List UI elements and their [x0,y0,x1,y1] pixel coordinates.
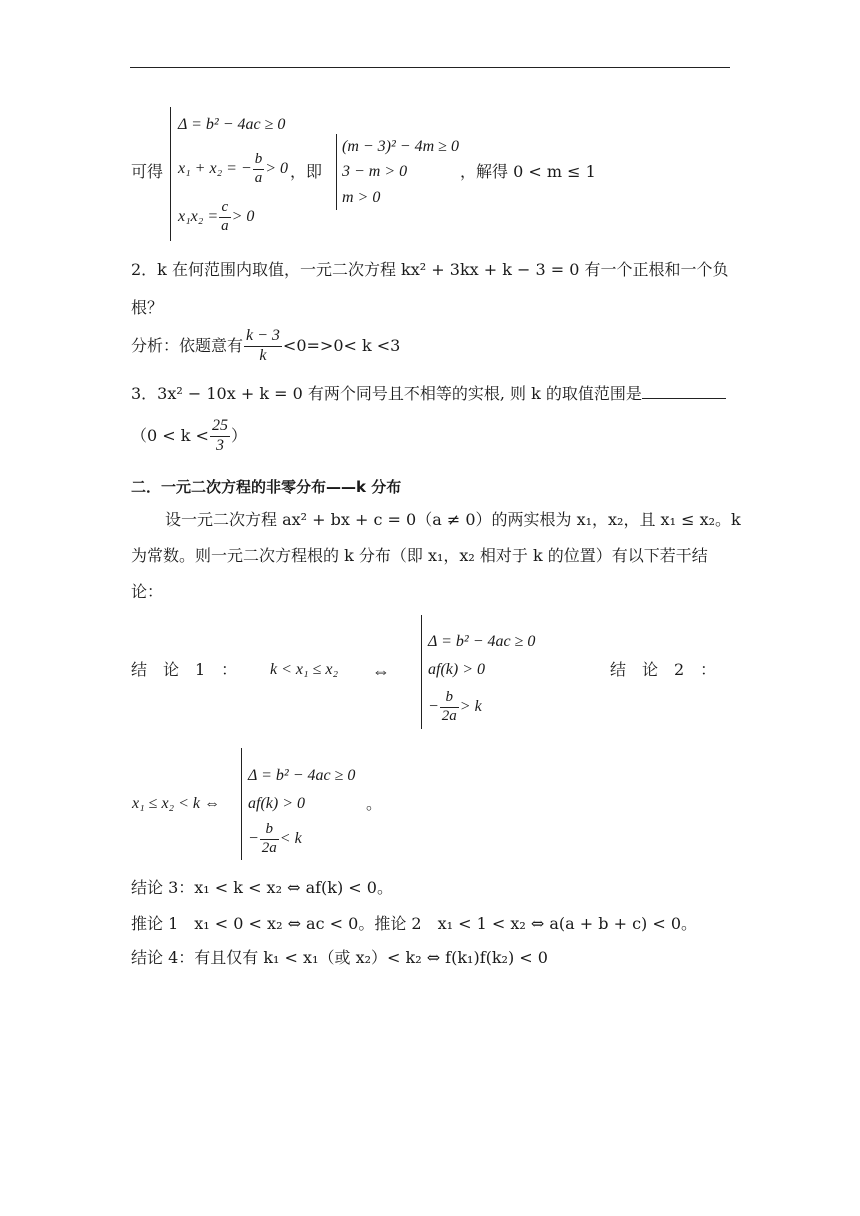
problem-2-line1: 2．k 在何范围内取值，一元二次方程 kx² + 3kx + k − 3 = 0 有一个正根和一个负 [131,260,729,279]
section-2-para-line1: 设一元二次方程 ax² + bx + c = 0（a ≠ 0）的两实根为 x₁，x₂，且 x₁ ≤ x₂。k [165,510,741,529]
conclusion-1-line1: Δ = b² − 4ac ≥ 0 [428,633,536,650]
text-prefix-kede: 可得 [131,162,164,181]
answer-blank [642,386,726,399]
conclusion-1-iff: ⇔ [372,661,390,681]
problem-3-answer: （0 < k < $\frac{25}{3}$ ） [131,417,247,454]
sys1-line3: x₁x₂ = $\frac{c}{a}$ > 0 [178,199,255,234]
text-jiji: ，即 [290,162,323,181]
conclusion-2-line1: Δ = b² − 4ac ≥ 0 [248,767,356,784]
sys1-line2: x₁ + x₂ = − $\frac{b}{a}$ > 0 [178,151,289,186]
problem-2-analysis: 分析：依题意有 $\frac{k - 3}{k}$ <0=>0< k <3 [131,327,401,364]
brace-system-1 [170,107,178,241]
section-2-heading: 二．一元二次方程的非零分布——k 分布 [131,478,402,496]
section-2-para-line3: 论： [131,582,164,601]
conclusion-2-line2: af(k) > 0 [248,795,305,812]
conclusion-4: 结论 4：有且仅有 k₁ < x₁（或 x₂）< k₂ ⇔ f(k₁)f(k₂) < 0 [131,948,548,967]
conclusion-1-label: 结 论 1 ： [131,660,238,679]
header-rule [130,67,730,68]
section-2-para-line2: 为常数。则一元二次方程根的 k 分布（即 x₁，x₂ 相对于 k 的位置）有以下若干结 [131,546,708,565]
problem-2-line2: 根？ [131,298,164,317]
conclusion-2-label: 结 论 2 ： [610,660,717,679]
sys2-line3: m > 0 [342,189,381,206]
inferences: 推论 1 x₁ < 0 < x₂ ⇔ ac < 0。推论 2 x₁ < 1 < x₂ ⇔ a(a + b + c) < 0。 [131,914,698,933]
conclusion-2-end: 。 [366,794,383,813]
conclusion-3: 结论 3：x₁ < k < x₂ ⇔ af(k) < 0。 [131,878,393,897]
text-solution: ，解得 0 < m ≤ 1 [460,162,596,181]
sys2-line2: 3 − m > 0 [342,163,408,180]
conclusion-1-condition: k < x₁ ≤ x₂ [270,661,339,678]
conclusion-2-line3: − $\frac{b}{2a}$ < k [248,821,302,856]
problem-3-line1: 3．3x² − 10x + k = 0 有两个同号且不相等的实根, 则 k 的取值范围是 [131,386,726,402]
conclusion-1-line2: af(k) > 0 [428,661,485,678]
sys1-line1: Δ = b² − 4ac ≥ 0 [178,116,286,133]
conclusion-2-condition: x₁ ≤ x₂ < k ⇔ [132,795,221,812]
sys2-line1: (m − 3)² − 4m ≥ 0 [342,138,459,155]
conclusion-1-line3: − $\frac{b}{2a}$ > k [428,689,482,724]
